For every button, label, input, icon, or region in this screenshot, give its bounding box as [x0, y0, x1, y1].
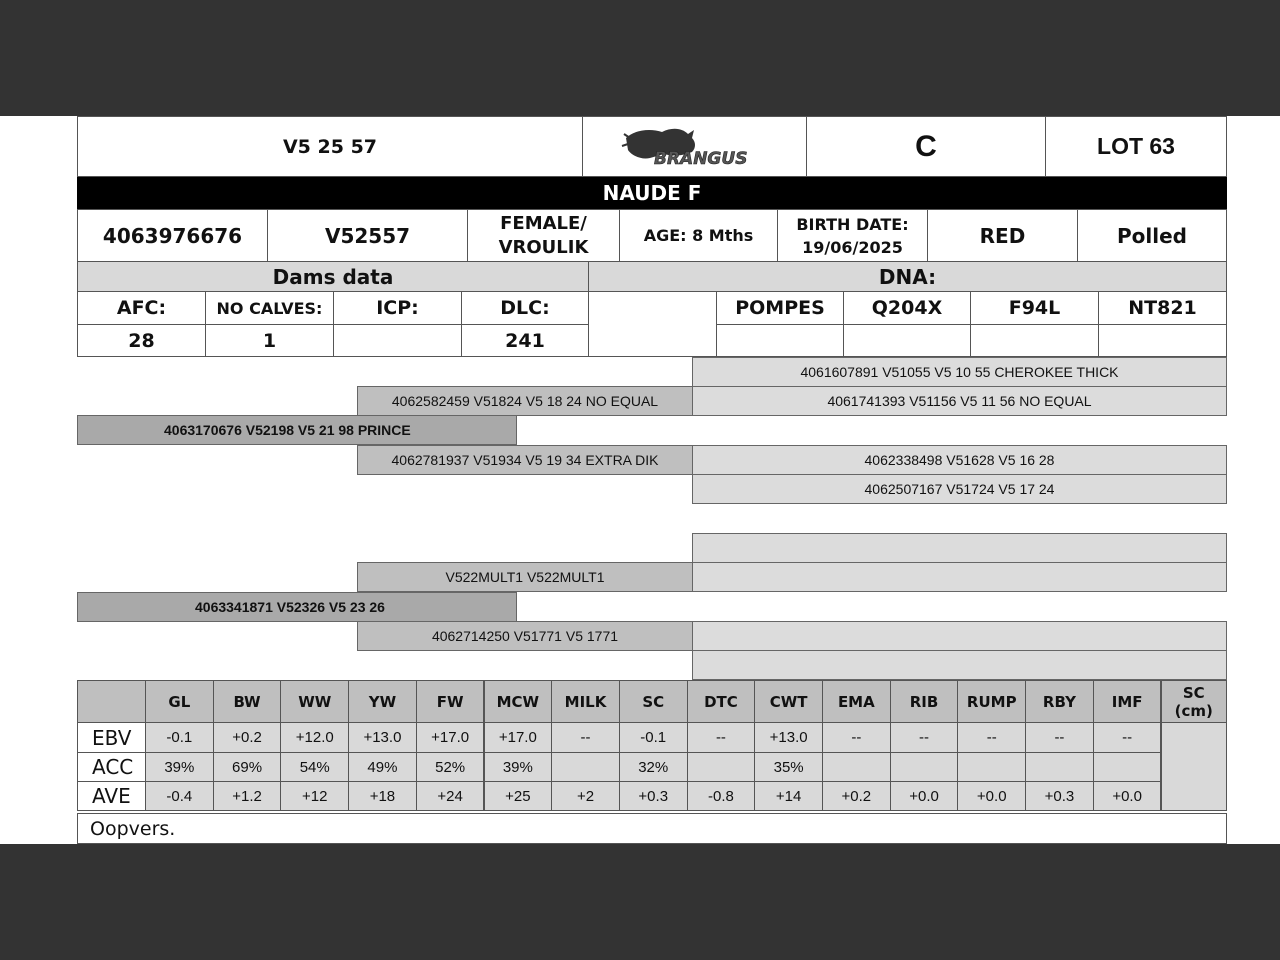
tag-number: V5 25 57 [77, 116, 583, 177]
ebv-cell-ave-yw: +18 [348, 781, 417, 811]
ebv-cell-ebv-rump: -- [957, 722, 1026, 753]
ebv-cell-acc-sc: 32% [619, 752, 688, 782]
ebv-cell-ave-fw: +24 [416, 781, 485, 811]
animal-code: V52557 [267, 209, 468, 262]
ebv-cell-ave-rby: +0.3 [1025, 781, 1094, 811]
ebv-cell-ebv-dtc: -- [687, 722, 756, 753]
ebv-cell-ebv-imf: -- [1093, 722, 1162, 753]
ebv-row-label-ebv: EBV [77, 722, 146, 753]
dlc-value: 241 [461, 324, 589, 357]
dna-marker-f94l: F94L [970, 291, 1099, 325]
grade: C [806, 116, 1046, 177]
ebv-cell-ave-imf: +0.0 [1093, 781, 1162, 811]
ebv-cell-acc-mcw: 39% [484, 752, 553, 782]
ebv-header-dtc: DTC [687, 680, 756, 723]
ebv-header-mcw: MCW [484, 680, 553, 723]
svg-text:BRANGUS: BRANGUS [653, 148, 747, 169]
sc-cm-line-2: (cm) [1174, 701, 1213, 720]
ebv-cell-acc-bw: 69% [213, 752, 282, 782]
dna-title: DNA: [588, 261, 1227, 292]
ebv-header-rib: RIB [890, 680, 959, 723]
pedigree-sire-sire-sire: 4061607891 V51055 V5 10 55 CHEROKEE THICK [692, 357, 1227, 387]
ebv-header-imf: IMF [1093, 680, 1162, 723]
icp-label: ICP: [333, 291, 462, 325]
ebv-cell-ave-rib: +0.0 [890, 781, 959, 811]
ebv-cell-acc-fw: 52% [416, 752, 485, 782]
no-calves-label: NO CALVES: [205, 291, 334, 325]
ebv-cell-acc-milk [551, 752, 620, 782]
ebv-cell-ebv-rby: -- [1025, 722, 1094, 753]
animal-id: 4063976676 [77, 209, 268, 262]
dna-value-q204x [843, 324, 971, 357]
ebv-cell-ave-gl: -0.4 [145, 781, 214, 811]
ebv-cell-ave-ema: +0.2 [822, 781, 891, 811]
afc-label: AFC: [77, 291, 206, 325]
ebv-cell-ebv-ema: -- [822, 722, 891, 753]
birth-date-value: 19/06/2025 [802, 237, 903, 257]
icp-value [333, 324, 462, 357]
pedigree-sire-dam-dam: 4062507167 V51724 V5 17 24 [692, 474, 1227, 504]
ebv-cell-ebv-ww: +12.0 [280, 722, 349, 753]
ebv-header-milk: MILK [551, 680, 620, 723]
animal-age: AGE: 8 Mths [619, 209, 778, 262]
ebv-header-blank [77, 680, 146, 723]
ebv-cell-ave-sc: +0.3 [619, 781, 688, 811]
ebv-header-rump: RUMP [957, 680, 1026, 723]
dna-value-pompes [716, 324, 844, 357]
ebv-header-rby: RBY [1025, 680, 1094, 723]
dna-value-f94l [970, 324, 1099, 357]
ebv-header-bw: BW [213, 680, 282, 723]
ebv-cell-acc-imf [1093, 752, 1162, 782]
ebv-cell-ebv-rib: -- [890, 722, 959, 753]
ebv-cell-ave-dtc: -0.8 [687, 781, 756, 811]
lot-sheet [0, 116, 1280, 844]
bull-icon [620, 124, 770, 170]
dna-value-nt821 [1098, 324, 1227, 357]
sex-line-2: VROULIK [498, 236, 589, 258]
brangus-logo [582, 116, 807, 177]
afc-value: 28 [77, 324, 206, 357]
ebv-cell-acc-rump [957, 752, 1026, 782]
dna-blank-cell [588, 291, 717, 357]
pedigree-dam-sire-dam [692, 562, 1227, 592]
ebv-cell-ebv-mcw: +17.0 [484, 722, 553, 753]
pedigree-dam-dam-sire [692, 621, 1227, 651]
ebv-header-gl: GL [145, 680, 214, 723]
pedigree-sire-dam-sire: 4062338498 V51628 V5 16 28 [692, 445, 1227, 475]
remarks: Oopvers. [77, 813, 1227, 844]
birth-date [777, 209, 928, 262]
dams-data-title: Dams data [77, 261, 589, 292]
dna-marker-q204x: Q204X [843, 291, 971, 325]
ebv-cell-acc-rib [890, 752, 959, 782]
ebv-cell-ebv-sc: -0.1 [619, 722, 688, 753]
pedigree-sire: 4063170676 V52198 V5 21 98 PRINCE [77, 415, 517, 445]
ebv-cell-acc-rby [1025, 752, 1094, 782]
ebv-cell-ebv-fw: +17.0 [416, 722, 485, 753]
ebv-cell-ave-mcw: +25 [484, 781, 553, 811]
ebv-header-ema: EMA [822, 680, 891, 723]
breeder-name: NAUDE F [77, 177, 1227, 209]
ebv-table [77, 680, 1227, 814]
pedigree-dam-sire-sire [692, 533, 1227, 563]
animal-colour: RED [927, 209, 1078, 262]
pedigree-dam-dam-dam [692, 650, 1227, 680]
ebv-cell-ave-rump: +0.0 [957, 781, 1026, 811]
ebv-cell-acc-yw: 49% [348, 752, 417, 782]
ebv-cell-ave-milk: +2 [551, 781, 620, 811]
ebv-cell-ebv-milk: -- [551, 722, 620, 753]
ebv-cell-ebv-yw: +13.0 [348, 722, 417, 753]
ebv-row-label-acc: ACC [77, 752, 146, 782]
ebv-cell-ebv-cwt: +13.0 [754, 722, 823, 753]
pedigree-sire-dam: 4062781937 V51934 V5 19 34 EXTRA DIK [357, 445, 693, 475]
ebv-header-sc: SC [619, 680, 688, 723]
ebv-cell-ebv-gl: -0.1 [145, 722, 214, 753]
ebv-cell-acc-gl: 39% [145, 752, 214, 782]
ebv-row-label-ave: AVE [77, 781, 146, 811]
ebv-cell-ave-bw: +1.2 [213, 781, 282, 811]
ebv-sc-cm-value [1161, 722, 1228, 811]
pedigree-dam-dam: 4062714250 V51771 V5 1771 [357, 621, 693, 651]
ebv-header-cwt: CWT [754, 680, 823, 723]
no-calves-value: 1 [205, 324, 334, 357]
ebv-header-sc-cm [1161, 680, 1228, 723]
animal-sex [467, 209, 620, 262]
dna-marker-pompes: POMPES [716, 291, 844, 325]
ebv-cell-ave-ww: +12 [280, 781, 349, 811]
birth-date-label: BIRTH DATE: [796, 214, 909, 234]
ebv-cell-acc-dtc [687, 752, 756, 782]
pedigree-dam: 4063341871 V52326 V5 23 26 [77, 592, 517, 622]
ebv-cell-acc-cwt: 35% [754, 752, 823, 782]
horn-status: Polled [1077, 209, 1227, 262]
lot-number: LOT 63 [1045, 116, 1227, 177]
pedigree-sire-sire-dam: 4061741393 V51156 V5 11 56 NO EQUAL [692, 386, 1227, 416]
dna-marker-nt821: NT821 [1098, 291, 1227, 325]
ebv-header-ww: WW [280, 680, 349, 723]
sc-cm-line-1: SC [1182, 683, 1205, 702]
pedigree-sire-sire: 4062582459 V51824 V5 18 24 NO EQUAL [357, 386, 693, 416]
ebv-header-yw: YW [348, 680, 417, 723]
ebv-cell-acc-ww: 54% [280, 752, 349, 782]
ebv-cell-ebv-bw: +0.2 [213, 722, 282, 753]
pedigree-dam-sire: V522MULT1 V522MULT1 [357, 562, 693, 592]
ebv-cell-ave-cwt: +14 [754, 781, 823, 811]
sex-line-1: FEMALE/ [500, 212, 587, 234]
ebv-cell-acc-ema [822, 752, 891, 782]
dlc-label: DLC: [461, 291, 589, 325]
ebv-header-fw: FW [416, 680, 485, 723]
